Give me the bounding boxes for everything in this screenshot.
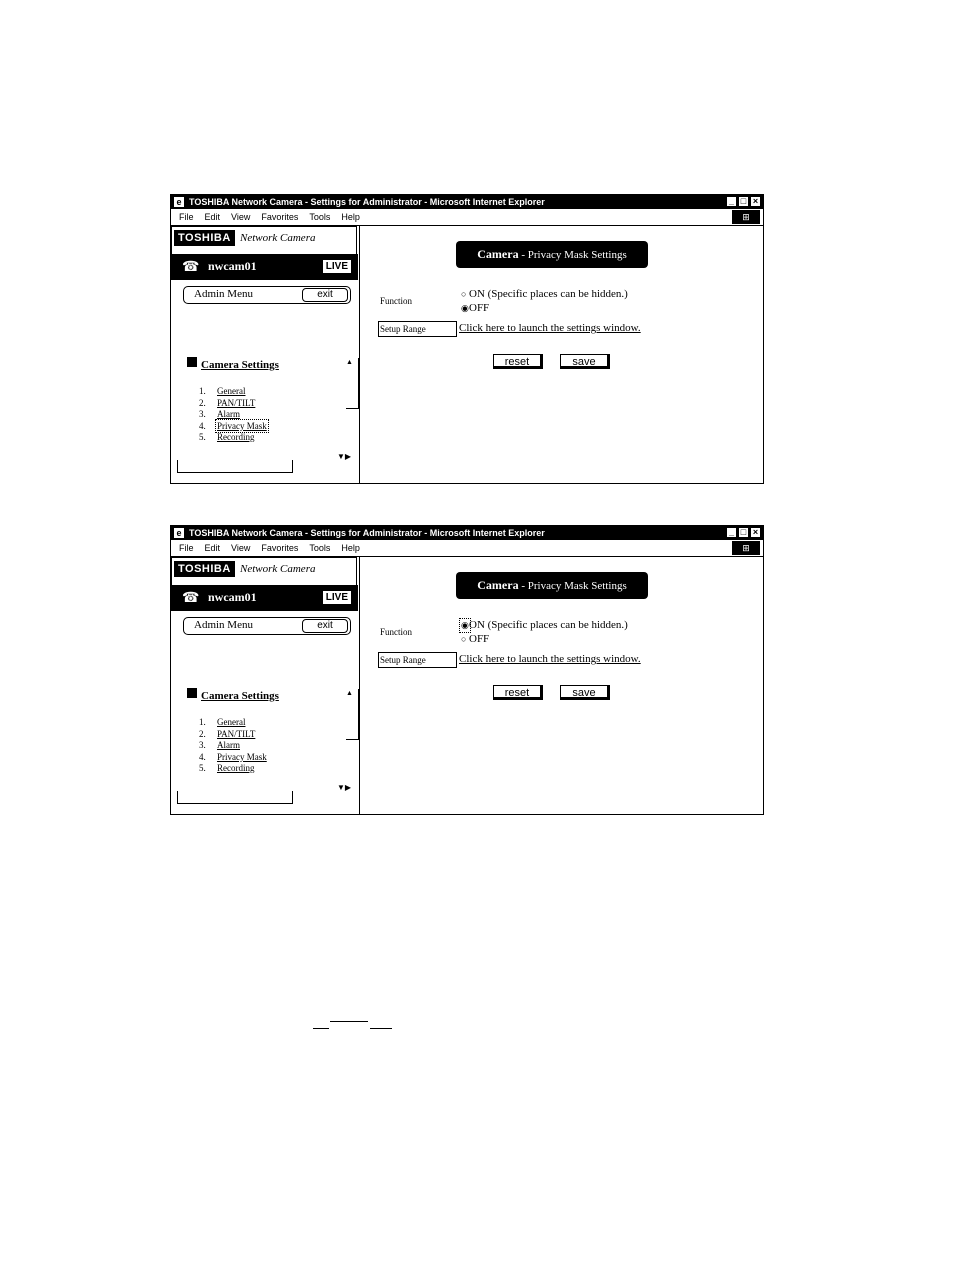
link-privacy-mask[interactable]: Privacy Mask — [217, 751, 267, 762]
list-item[interactable]: 2. PAN/TILT — [199, 397, 256, 408]
browser-window-off — [170, 194, 764, 484]
menu-help[interactable]: Help — [341, 212, 360, 222]
scroll-arrows-icon[interactable]: ▼▶ — [337, 452, 352, 461]
reset-button[interactable]: reset — [493, 685, 543, 700]
list-item[interactable]: 4. Privacy Mask — [199, 751, 267, 762]
list-item[interactable]: 3. Alarm — [199, 409, 240, 419]
camera-icon: ☎ — [182, 591, 200, 606]
windows-logo-icon: ⊞ — [732, 210, 760, 224]
minimize-button[interactable]: _ — [726, 527, 737, 538]
exit-button[interactable]: exit — [302, 288, 348, 302]
menu-view[interactable]: View — [231, 212, 251, 222]
radio-unchecked-icon[interactable]: ○ — [461, 634, 467, 644]
admin-menu-bar — [183, 617, 351, 635]
square-bullet-icon — [187, 688, 197, 698]
reset-button[interactable]: reset — [493, 354, 543, 369]
live-button[interactable]: LIVE — [322, 590, 352, 605]
menu-file[interactable]: File — [179, 543, 194, 553]
radio-off[interactable] — [461, 633, 489, 645]
list-item[interactable]: 5. Recording — [199, 432, 255, 442]
page-title-rest: - Privacy Mask Settings — [518, 580, 627, 592]
settings-list — [199, 717, 267, 775]
radio-off[interactable] — [461, 302, 489, 314]
left-frame — [171, 557, 360, 814]
network-camera-label: Network Camera — [240, 563, 316, 575]
camera-settings-link[interactable] — [187, 357, 279, 371]
camera-icon: ☎ — [182, 260, 200, 275]
scroll-up-icon[interactable]: ▲ — [346, 358, 353, 366]
radio-off-label: OFF — [469, 302, 490, 314]
menu-edit[interactable]: Edit — [204, 212, 221, 222]
list-item[interactable]: 2. PAN/TILT — [199, 728, 256, 739]
scroll-up-icon[interactable]: ▲ — [346, 689, 353, 697]
radio-checked-icon[interactable]: ◉ — [461, 303, 469, 313]
launch-settings-link[interactable]: Click here to launch the settings window. — [459, 653, 641, 665]
radio-unchecked-icon[interactable]: ○ — [461, 289, 467, 299]
ie-icon: e — [174, 197, 184, 207]
window-title: TOSHIBA Network Camera - Settings for Administrator - Microsoft Internet Explorer — [189, 528, 545, 538]
brand-header — [171, 226, 357, 280]
link-recording[interactable]: Recording — [217, 432, 255, 442]
maximize-button[interactable]: □ — [738, 196, 749, 207]
save-button[interactable]: save — [560, 354, 610, 369]
camera-settings-link[interactable] — [187, 688, 279, 702]
radio-checked-icon[interactable]: ◉ — [461, 620, 469, 630]
live-button[interactable]: LIVE — [322, 259, 352, 274]
setup-range-label: Setup Range — [378, 652, 457, 668]
radio-on-label: ON (Specific places can be hidden.) — [469, 288, 628, 300]
decorative-line — [370, 1028, 392, 1029]
brand-header — [171, 557, 357, 611]
link-privacy-mask[interactable]: Privacy Mask — [217, 420, 267, 431]
title-bar — [171, 195, 763, 209]
link-general[interactable]: General — [217, 386, 246, 396]
vertical-scrollbar[interactable] — [346, 358, 359, 409]
main-frame — [360, 557, 762, 814]
close-button[interactable]: × — [750, 196, 761, 207]
camera-name: nwcam01 — [208, 590, 257, 604]
ie-icon: e — [174, 528, 184, 538]
decorative-line — [330, 1021, 368, 1022]
menu-view[interactable]: View — [231, 543, 251, 553]
radio-on[interactable] — [461, 619, 628, 631]
scroll-arrows-icon[interactable]: ▼▶ — [337, 783, 352, 792]
browser-window-on — [170, 525, 764, 815]
toshiba-logo: TOSHIBA — [174, 230, 235, 246]
link-general[interactable]: General — [217, 717, 246, 727]
horizontal-scrollbar[interactable] — [177, 791, 293, 804]
menu-file[interactable]: File — [179, 212, 194, 222]
left-frame — [171, 226, 360, 483]
camera-row — [172, 254, 358, 280]
menu-help[interactable]: Help — [341, 543, 360, 553]
minimize-button[interactable]: _ — [726, 196, 737, 207]
page-title — [456, 572, 648, 599]
main-frame — [360, 226, 762, 483]
exit-button[interactable]: exit — [302, 619, 348, 633]
function-label: Function — [380, 627, 413, 637]
menu-edit[interactable]: Edit — [204, 543, 221, 553]
settings-list — [199, 386, 267, 444]
menu-favorites[interactable]: Favorites — [261, 543, 299, 553]
link-alarm[interactable]: Alarm — [217, 740, 240, 750]
link-pan-tilt[interactable]: PAN/TILT — [217, 397, 256, 408]
window-title: TOSHIBA Network Camera - Settings for Administrator - Microsoft Internet Explorer — [189, 197, 545, 207]
page-title-rest: - Privacy Mask Settings — [518, 249, 627, 261]
menu-bar — [171, 540, 763, 557]
link-alarm[interactable]: Alarm — [217, 409, 240, 419]
close-button[interactable]: × — [750, 527, 761, 538]
radio-on[interactable] — [461, 288, 628, 300]
radio-off-label: OFF — [469, 633, 490, 645]
windows-logo-icon: ⊞ — [732, 541, 760, 555]
list-item[interactable]: 1. General — [199, 717, 246, 727]
admin-menu-label: Admin Menu — [194, 619, 253, 631]
square-bullet-icon — [187, 357, 197, 367]
title-bar — [171, 526, 763, 540]
list-item[interactable]: 4. Privacy Mask — [199, 420, 267, 431]
decorative-line — [313, 1028, 329, 1029]
camera-row — [172, 585, 358, 611]
toshiba-logo: TOSHIBA — [174, 561, 235, 577]
menu-tools[interactable]: Tools — [309, 543, 331, 553]
horizontal-scrollbar[interactable] — [177, 460, 293, 473]
admin-menu-bar — [183, 286, 351, 304]
link-pan-tilt[interactable]: PAN/TILT — [217, 728, 256, 739]
list-item[interactable]: 5. Recording — [199, 763, 255, 773]
page-title — [456, 241, 648, 268]
network-camera-label: Network Camera — [240, 232, 316, 244]
menu-favorites[interactable]: Favorites — [261, 212, 299, 222]
admin-menu-label: Admin Menu — [194, 288, 253, 300]
camera-settings-label: Camera Settings — [201, 690, 279, 702]
maximize-button[interactable]: □ — [738, 527, 749, 538]
function-label: Function — [380, 296, 413, 306]
launch-settings-link[interactable]: Click here to launch the settings window. — [459, 322, 641, 334]
link-recording[interactable]: Recording — [217, 763, 255, 773]
page-title-bold: Camera — [477, 247, 519, 261]
page-title-bold: Camera — [477, 578, 519, 592]
list-item[interactable]: 1. General — [199, 386, 246, 396]
vertical-scrollbar[interactable] — [346, 689, 359, 740]
menu-tools[interactable]: Tools — [309, 212, 331, 222]
list-item[interactable]: 3. Alarm — [199, 740, 240, 750]
menu-bar — [171, 209, 763, 226]
save-button[interactable]: save — [560, 685, 610, 700]
camera-name: nwcam01 — [208, 259, 257, 273]
setup-range-label: Setup Range — [378, 321, 457, 337]
radio-on-label: ON (Specific places can be hidden.) — [469, 619, 628, 631]
camera-settings-label: Camera Settings — [201, 359, 279, 371]
